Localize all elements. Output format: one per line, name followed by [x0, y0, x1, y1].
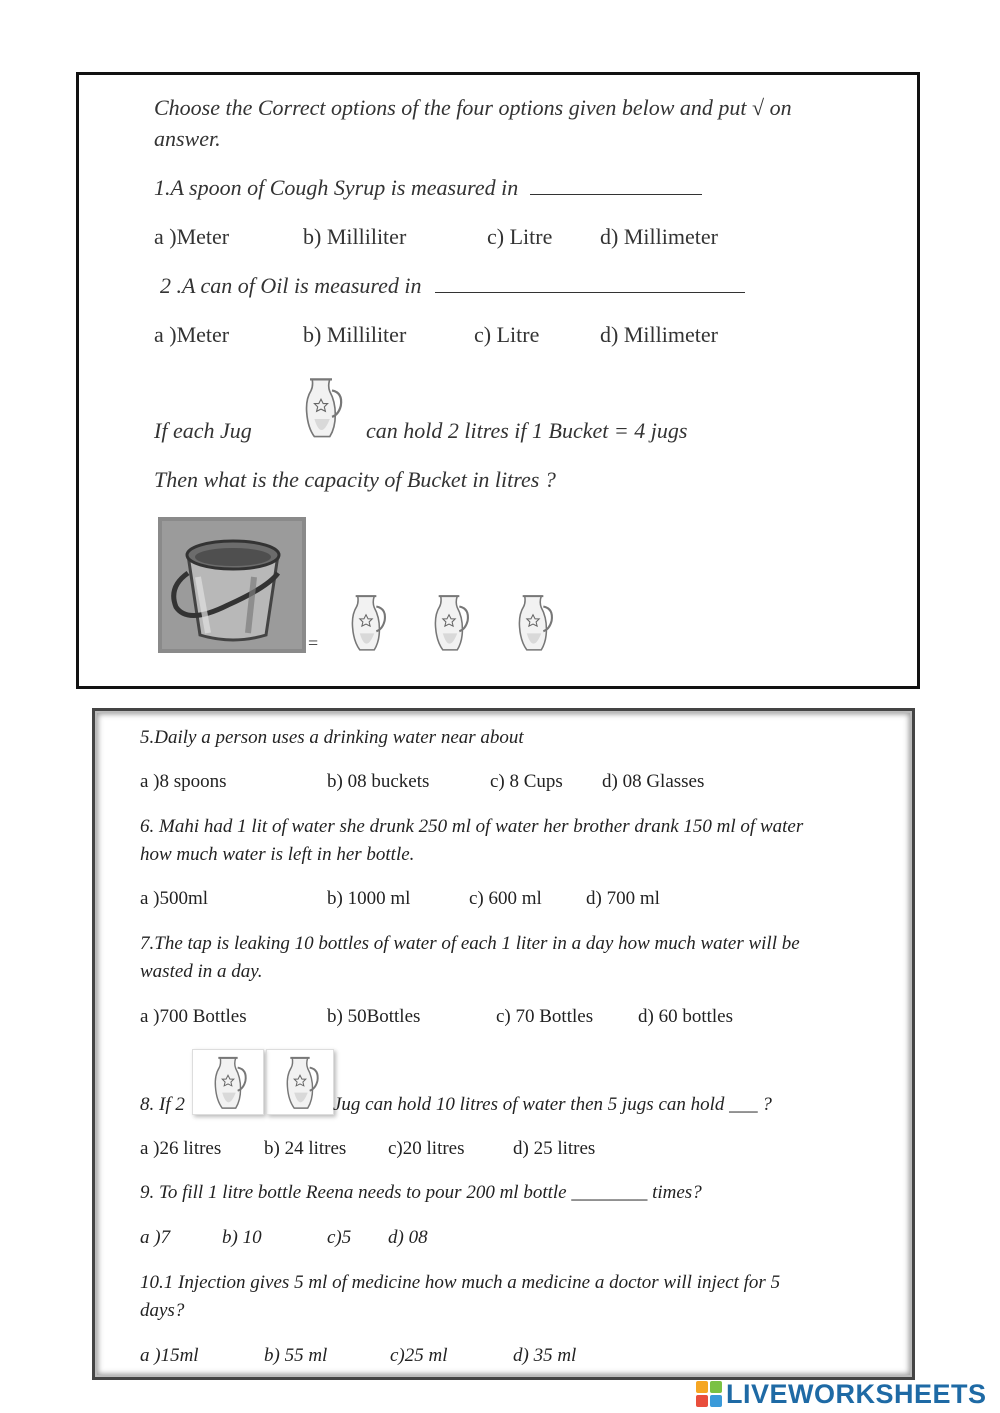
question-1-text: 1.A spoon of Cough Syrup is measured in [154, 175, 519, 200]
jug-icon [510, 592, 556, 654]
q2-option-c[interactable]: c) Litre [474, 322, 540, 347]
question-8-end: ? [762, 1094, 772, 1115]
q9-option-c[interactable]: c)5 [327, 1227, 352, 1248]
q7-option-a[interactable]: a )700 Bottles [140, 1006, 247, 1027]
liveworksheets-logo-icon [696, 1381, 722, 1407]
question-10-line-1: 10.1 Injection gives 5 ml of medicine how much a medicine a doctor will inject for 5 [140, 1272, 781, 1293]
q2-option-b[interactable]: b) Milliliter [303, 322, 407, 347]
question-8-text: Jug can hold 10 litres of water then 5 jugs can hold [333, 1094, 725, 1115]
q1-option-c[interactable]: c) Litre [487, 224, 553, 249]
q6-option-b[interactable]: b) 1000 ml [327, 888, 411, 909]
jug-icon [297, 375, 345, 441]
q9-option-a[interactable]: a )7 [140, 1227, 171, 1248]
question-7-line-2: wasted in a day. [140, 961, 263, 982]
question-8-part-2 [333, 1094, 772, 1116]
bucket-icon [158, 517, 306, 653]
question-9-text: 9. To fill 1 litre bottle Reena needs to pour 200 ml bottle [140, 1182, 567, 1203]
q10-option-c[interactable]: c)25 ml [390, 1345, 448, 1366]
q6-option-a[interactable]: a )500ml [140, 888, 209, 909]
q1-option-b[interactable]: b) Milliliter [303, 224, 407, 249]
instruction-line-2: answer. [154, 126, 221, 151]
answer-blank[interactable]: ___ [729, 1094, 758, 1115]
q6-option-d[interactable]: d) 700 ml [586, 888, 660, 909]
question-9-end: times? [652, 1182, 702, 1203]
liveworksheets-logo[interactable] [696, 1378, 987, 1410]
question-6-line-1: 6. Mahi had 1 lit of water she drunk 250 ml of water her brother drank 150 ml of water [140, 816, 804, 837]
q10-option-a[interactable]: a )15ml [140, 1345, 199, 1366]
question-6-line-2: how much water is left in her bottle. [140, 844, 415, 865]
jug-question-line-2: Then what is the capacity of Bucket in litres ? [154, 467, 556, 492]
jug-icon [343, 592, 389, 654]
jug-question-part-2: can hold 2 litres if 1 Bucket = 4 jugs [366, 418, 688, 443]
q2-option-a[interactable]: a )Meter [154, 322, 230, 347]
q7-option-b[interactable]: b) 50Bottles [327, 1006, 421, 1027]
answer-blank[interactable] [530, 176, 702, 195]
question-2 [160, 273, 745, 299]
jug-image-frame [266, 1049, 334, 1115]
q9-option-b[interactable]: b) 10 [222, 1227, 262, 1248]
q8-option-b[interactable]: b) 24 litres [264, 1138, 347, 1159]
jug-icon [205, 1054, 251, 1112]
q10-option-d[interactable]: d) 35 ml [513, 1345, 577, 1366]
q7-option-c[interactable]: c) 70 Bottles [496, 1006, 594, 1027]
question-5: 5.Daily a person uses a drinking water near about [140, 727, 524, 748]
q9-option-d[interactable]: d) 08 [388, 1227, 428, 1248]
question-10-line-2: days? [140, 1300, 185, 1321]
q8-option-c[interactable]: c)20 litres [388, 1138, 465, 1159]
jug-icon [426, 592, 472, 654]
q6-option-c[interactable]: c) 600 ml [469, 888, 542, 909]
q2-option-d[interactable]: d) Millimeter [600, 322, 718, 347]
q5-option-a[interactable]: a )8 spoons [140, 771, 227, 792]
instruction-line-1: Choose the Correct options of the four options given below and put √ on [154, 95, 792, 120]
q8-option-d[interactable]: d) 25 litres [513, 1138, 596, 1159]
q8-option-a[interactable]: a )26 litres [140, 1138, 222, 1159]
question-9 [140, 1182, 702, 1204]
jug-image-frame [192, 1049, 264, 1115]
question-8-part-1: 8. If 2 [140, 1094, 185, 1115]
jug-icon [277, 1054, 323, 1112]
answer-blank[interactable]: ________ [571, 1182, 648, 1203]
q7-option-d[interactable]: d) 60 bottles [638, 1006, 733, 1027]
q1-option-d[interactable]: d) Millimeter [600, 224, 718, 249]
liveworksheets-brand: LIVEWORKSHEETS [726, 1378, 987, 1409]
question-7-line-1: 7.The tap is leaking 10 bottles of water of each 1 liter in a day how much water will be [140, 933, 800, 954]
q5-option-b[interactable]: b) 08 buckets [327, 771, 430, 792]
q5-option-d[interactable]: d) 08 Glasses [602, 771, 705, 792]
equals-sign: = [308, 633, 319, 653]
question-1 [154, 175, 702, 201]
q1-option-a[interactable]: a )Meter [154, 224, 230, 249]
answer-blank[interactable] [435, 274, 745, 293]
q5-option-c[interactable]: c) 8 Cups [490, 771, 563, 792]
jug-question-part-1: If each Jug [154, 418, 252, 443]
question-2-text: 2 .A can of Oil is measured in [160, 273, 422, 298]
q10-option-b[interactable]: b) 55 ml [264, 1345, 328, 1366]
